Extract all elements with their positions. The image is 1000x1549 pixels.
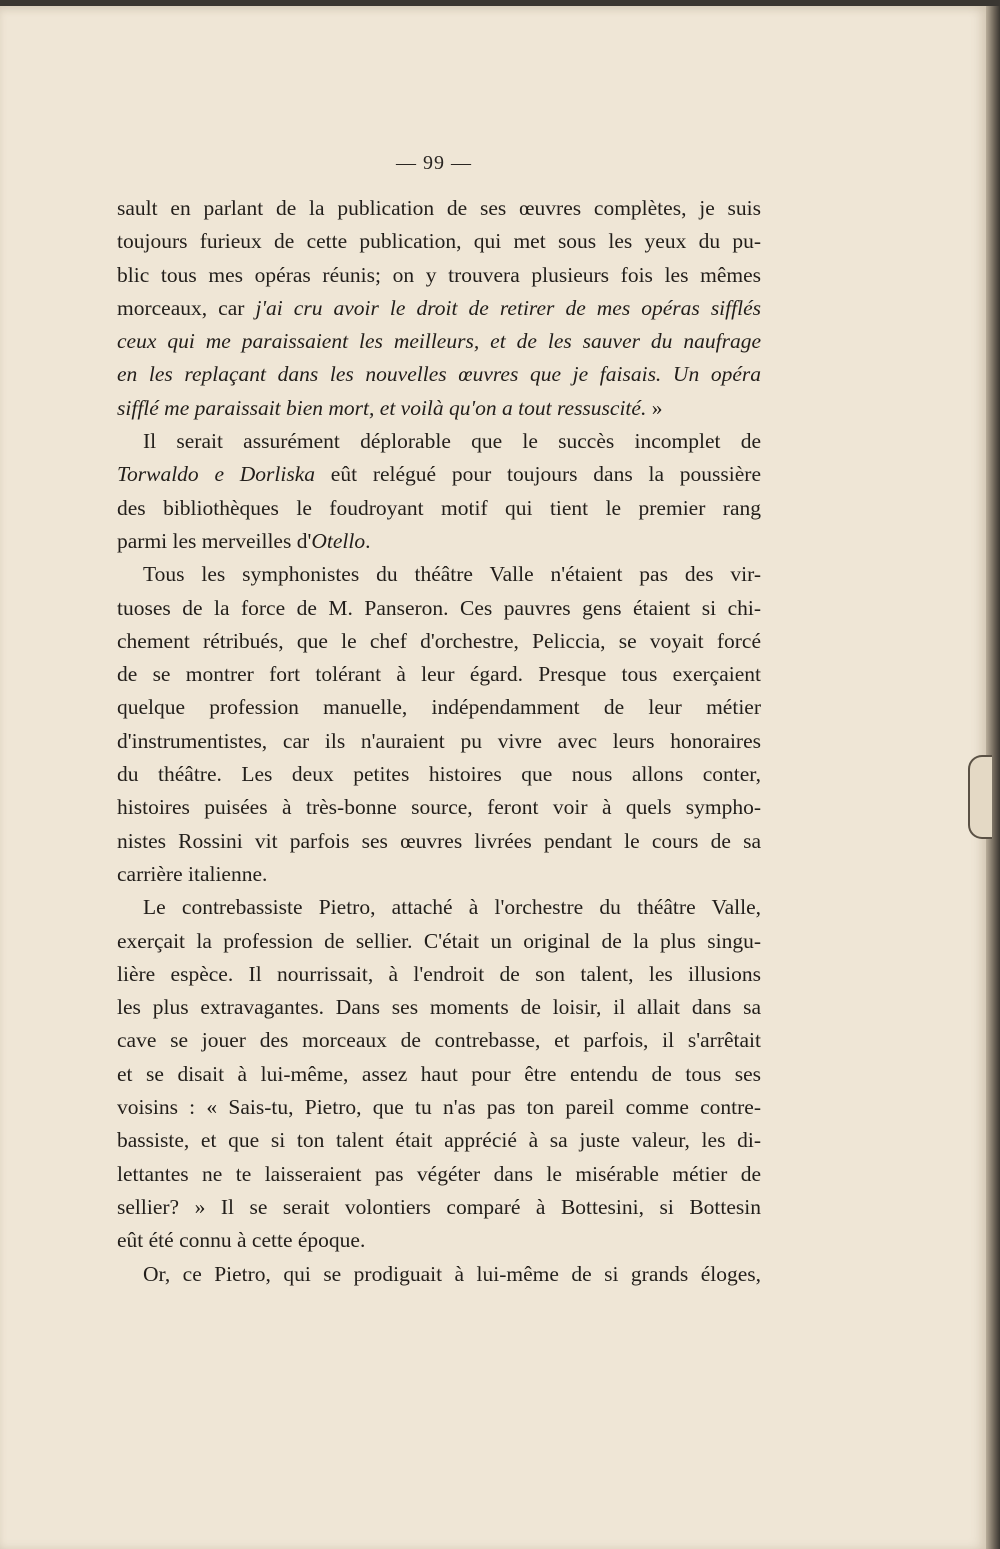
text-plain: »	[646, 395, 663, 420]
text-line	[117, 525, 761, 558]
text-italic: Otello	[311, 528, 366, 553]
text-line: Or, ce Pietro, qui se prodiguait à lui-même de si grands éloges,	[143, 1261, 761, 1286]
book-page	[0, 6, 986, 1549]
text-line: carrière italienne.	[117, 861, 268, 886]
text-line: histoires puisées à très-bonne source, feront voir à quels sympho-	[117, 795, 761, 820]
text-italic: sifflé me paraissait bien mort, et voilà qu'on a tout ressuscité.	[117, 395, 647, 420]
text-line: et se disait à lui-même, assez haut pour être entendu de tous ses	[117, 1061, 761, 1086]
text-line: sellier? » Il se serait volontiers comparé à Bottesini, si Bottesin	[117, 1194, 761, 1219]
text-plain: eût relégué pour toujours dans la poussière	[315, 462, 761, 487]
text-line: exerçait la profession de sellier. C'était un original de la plus singu-	[117, 928, 761, 953]
clip-mark	[968, 755, 992, 839]
text-italic: Torwaldo e Dorliska	[117, 462, 316, 487]
body-text	[117, 192, 761, 1291]
text-line: chement rétribués, que le chef d'orchestre, Peliccia, se voyait forcé	[117, 628, 761, 653]
text-line: blic tous mes opéras réunis; on y trouvera plusieurs fois les mêmes	[117, 262, 761, 287]
text-italic: ceux qui me paraissaient les meilleurs, et de les sauver du naufrage	[117, 329, 761, 354]
text-italic: j'ai cru avoir le droit de retirer de mes opéras sifflés	[255, 295, 761, 320]
text-line: sault en parlant de la publication de ses œuvres complètes, je suis	[117, 196, 761, 220]
text-line	[117, 392, 761, 425]
page-number: — 99 —	[396, 152, 472, 174]
text-line: du théâtre. Les deux petites histoires que nous allons conter,	[117, 762, 761, 787]
text-plain: parmi les merveilles d'	[117, 528, 312, 553]
text-line: les plus extravagantes. Dans ses moments de loisir, il allait dans sa	[117, 995, 761, 1020]
text-line: bassiste, et que si ton talent était apprécié à sa juste valeur, les di-	[117, 1128, 761, 1153]
text-line: Le contrebassiste Pietro, attaché à l'orchestre du théâtre Valle,	[143, 895, 761, 920]
text-line: cave se jouer des morceaux de contrebasse, et parfois, il s'arrêtait	[117, 1028, 761, 1053]
text-line: Il serait assurément déplorable que le succès incomplet de	[143, 429, 761, 454]
text-line: voisins : « Sais-tu, Pietro, que tu n'as pas ton pareil comme contre-	[117, 1095, 761, 1120]
text-line	[117, 292, 761, 325]
text-line: Tous les symphonistes du théâtre Valle n'étaient pas des vir-	[143, 562, 761, 587]
text-line	[117, 325, 761, 358]
text-line	[117, 358, 761, 391]
text-line: nistes Rossini vit parfois ses œuvres livrées pendant le cours de sa	[117, 828, 761, 853]
text-line: d'instrumentistes, car ils n'auraient pu vivre avec leurs honoraires	[117, 728, 761, 753]
text-line: lière espèce. Il nourrissait, à l'endroit de son talent, les illusions	[117, 961, 761, 986]
text-italic: en les replaçant dans les nouvelles œuvres que je faisais. Un opéra	[117, 362, 761, 387]
text-line: quelque profession manuelle, indépendamment de leur métier	[117, 695, 761, 720]
text-line: toujours furieux de cette publication, qui met sous les yeux du pu-	[117, 229, 761, 254]
text-line: des bibliothèques le foudroyant motif qui tient le premier rang	[117, 495, 761, 520]
text-line: lettantes ne te laisseraient pas végéter dans le misérable métier de	[117, 1161, 761, 1186]
text-line: de se montrer fort tolérant à leur égard. Presque tous exerçaient	[117, 662, 761, 687]
text-line	[117, 458, 761, 491]
text-plain: morceaux, car	[117, 295, 256, 320]
text-line: eût été connu à cette époque.	[117, 1228, 366, 1253]
text-line: tuoses de la force de M. Panseron. Ces pauvres gens étaient si chi-	[117, 595, 761, 620]
text-plain: .	[365, 528, 371, 553]
